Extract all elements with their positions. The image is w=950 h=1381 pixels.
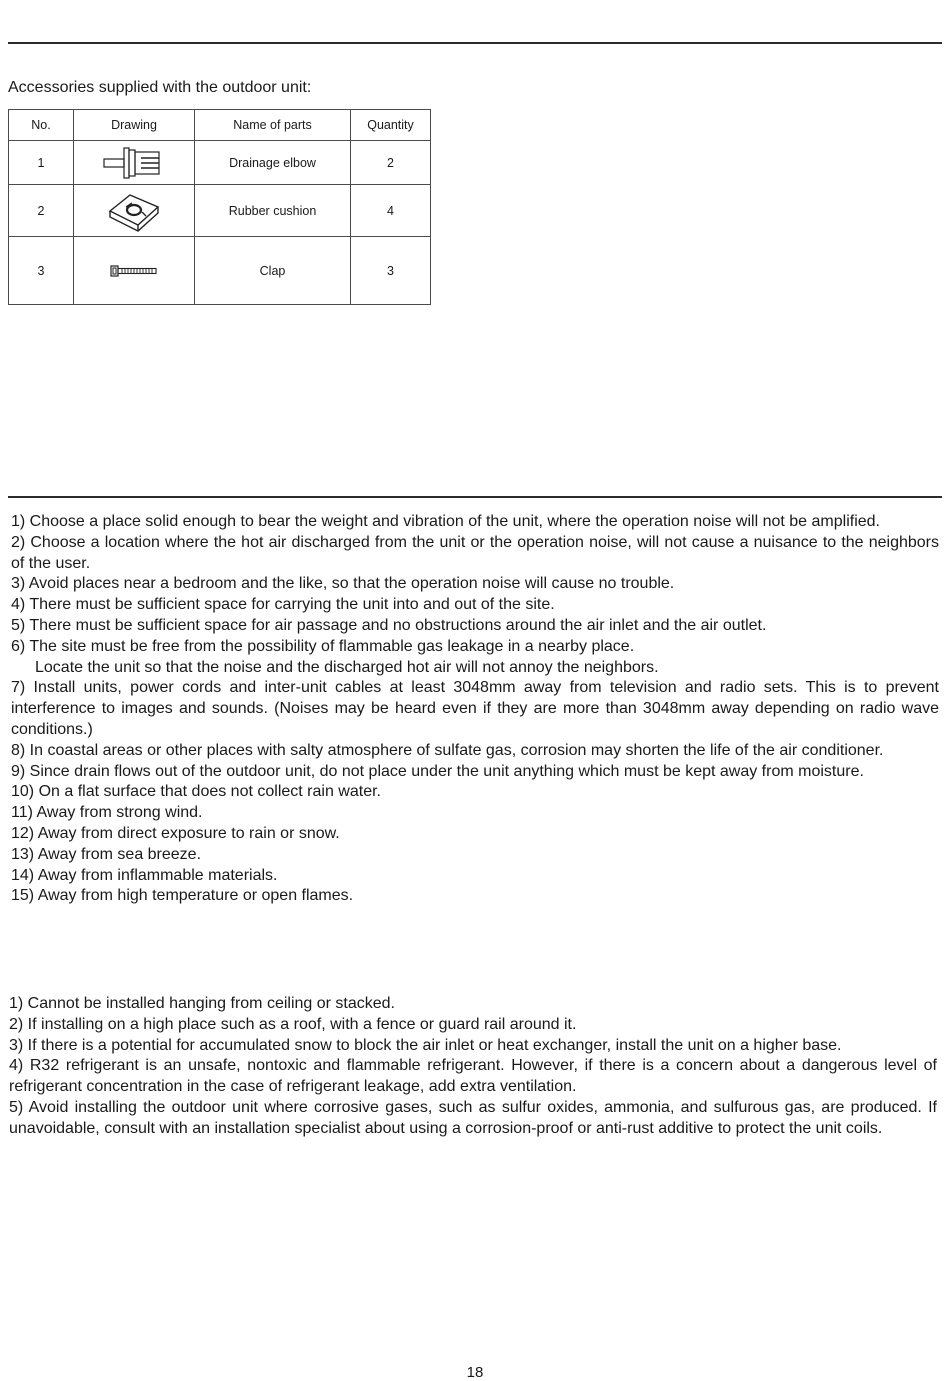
table-header-row [9,110,431,141]
list-item: 4) There must be sufficient space for carrying the unit into and out of the site. [11,596,555,614]
drawing-cell [74,141,195,185]
section-divider [8,496,942,498]
list-item: 5) There must be sufficient space for air passage and no obstructions around the air inlet and the air outlet. [11,616,767,634]
list-item: 1) Cannot be installed hanging from ceiling or stacked. [9,995,395,1012]
header-quantity: Quantity [351,110,431,141]
accessories-intro: Accessories supplied with the outdoor unit: [8,79,312,96]
list-item: 4) R32 refrigerant is an unsafe, nontoxic and flammable refrigerant. However, if there is a concern about a dangerous level of refrigerant concentration in the case of refrigerant leakage, add extra ventilation. [9,1057,937,1096]
list-item: 2) Choose a location where the hot air discharged from the unit or the operation noise, will not cause a nuisance to the neighbors of the user. [11,533,939,572]
row-no: 2 [9,185,74,237]
list-item: 11) Away from strong wind. [11,804,203,822]
drawing-cell [74,237,195,305]
header-no: No. [9,110,74,141]
rubber-cushion-drawing [106,189,162,233]
row-quantity: 3 [351,237,431,305]
list-item: 1) Choose a place solid enough to bear the weight and vibration of the unit, where the operation noise will not be amplified. [11,513,880,530]
drawing-cell [74,185,195,237]
location-requirements-list [11,512,939,907]
table-row [9,185,431,237]
list-item: 14) Away from inflammable materials. [11,866,278,884]
top-divider [8,42,942,44]
list-item: 3) Avoid places near a bedroom and the like, so that the operation noise will cause no trouble. [11,575,675,593]
row-name: Rubber cushion [195,185,351,237]
table-row [9,237,431,305]
list-item: 13) Away from sea breeze. [11,845,202,863]
drainage-elbow-drawing [103,146,165,180]
accessories-table [8,109,431,305]
list-item: 3) If there is a potential for accumulated snow to block the air inlet or heat exchanger, install the unit on a higher base. [9,1036,842,1054]
header-name: Name of parts [195,110,351,141]
row-no: 1 [9,141,74,185]
clap-drawing [110,264,158,278]
row-quantity: 2 [351,141,431,185]
table-row [9,141,431,185]
row-no: 3 [9,237,74,305]
header-drawing: Drawing [74,110,195,141]
list-item: Locate the unit so that the noise and the discharged hot air will not annoy the neighbors. [35,658,659,676]
list-item: 10) On a flat surface that does not collect rain water. [11,783,381,801]
row-name: Clap [195,237,351,305]
list-item: 6) The site must be free from the possibility of flammable gas leakage in a nearby place. [11,637,635,655]
page-number: 18 [466,1364,484,1381]
list-item: 5) Avoid installing the outdoor unit where corrosive gases, such as sulfur oxides, ammonia, and sulfurous gas, are produced. If unavoidable, consult with an installation specialist about using a corrosion-proof or anti-rust additive to protect the unit coils. [9,1098,937,1137]
installation-cautions-list [9,994,937,1140]
list-item: 7) Install units, power cords and inter-unit cables at least 3048mm away from television and radio sets. This is to prevent interference to images and sounds. (Noises may be heard even if they are more than 3048mm away depending on radio wave conditions.) [11,679,939,738]
list-item: 8) In coastal areas or other places with salty atmosphere of sulfate gas, corrosion may shorten the life of the air conditioner. [11,741,884,759]
list-item: 12) Away from direct exposure to rain or snow. [11,824,340,842]
row-name: Drainage elbow [195,141,351,185]
list-item: 15) Away from high temperature or open flames. [11,887,354,905]
list-item: 9) Since drain flows out of the outdoor unit, do not place under the unit anything which must be kept away from moisture. [11,762,864,780]
row-quantity: 4 [351,185,431,237]
list-item: 2) If installing on a high place such as a roof, with a fence or guard rail around it. [9,1015,577,1033]
